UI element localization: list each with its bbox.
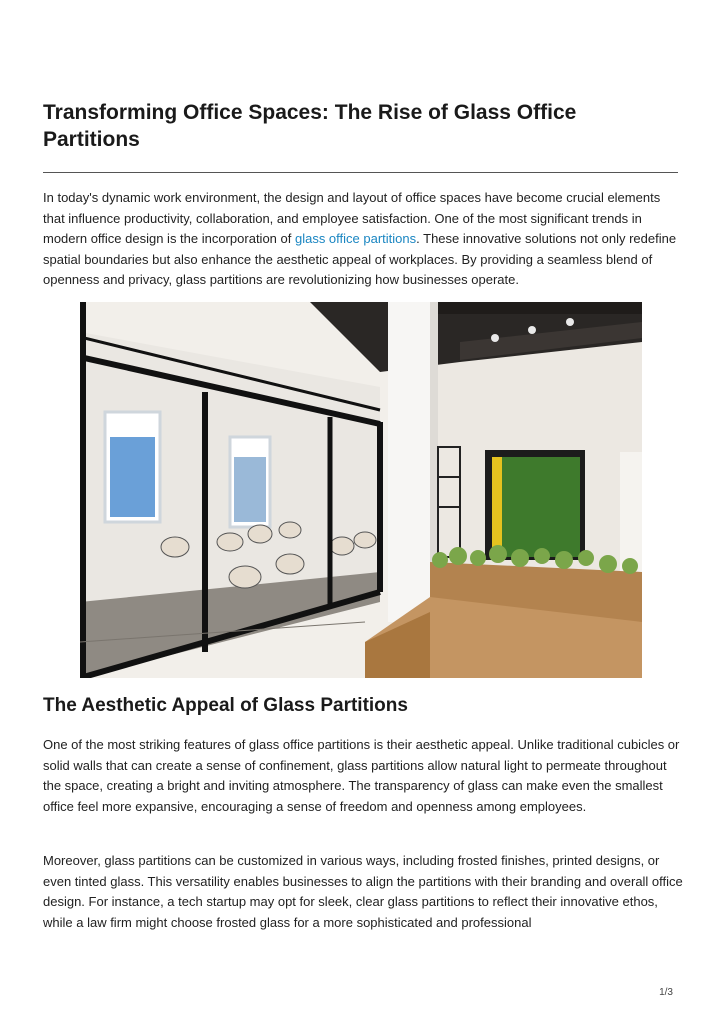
glass-office-partitions-link[interactable]: glass office partitions — [294, 231, 417, 247]
office-glass-partition-photo — [80, 302, 642, 678]
intro-paragraph — [43, 188, 683, 291]
article-title: Transforming Office Spaces: The Rise of Glass Office Partitions — [43, 101, 577, 151]
page-number: 1/3 — [659, 987, 673, 998]
intro-text-after-link: . These innovative solutions not only redefine spatial boundaries but also enhance the aesthetic appeal of workplaces. By providing a seamless blend of openness and privacy, glass partitions are revolutionizing how businesses operate. — [43, 231, 677, 288]
title-divider — [43, 172, 678, 173]
section-paragraph-1: One of the most striking features of glass office partitions is their aesthetic appeal. Unlike traditional cubicles or solid walls that can create a sense of confinement, glass partitions allow natural light to permeate throughout the space, creating a bright and inviting atmosphere. The transparency of glass can make even the smallest office feel more expansive, encouraging a sense of freedom and openness among employees. — [43, 737, 680, 814]
section-heading: The Aesthetic Appeal of Glass Partitions — [43, 695, 408, 716]
section-paragraph-2: Moreover, glass partitions can be customized in various ways, including frosted finishes, printed designs, or even tinted glass. This versatility enables businesses to align the partitions with their branding and overall office design. For instance, a tech startup may opt for sleek, clear glass partitions to reflect their innovative ethos, while a law firm might choose frosted glass for a more sophisticated and professional — [43, 853, 683, 930]
intro-text-before-link: In today's dynamic work environment, the design and layout of office spaces have become crucial elements that influence productivity, collaboration, and employee satisfaction. One of the most significant trends in modern office design is the incorporation of — [43, 190, 661, 247]
